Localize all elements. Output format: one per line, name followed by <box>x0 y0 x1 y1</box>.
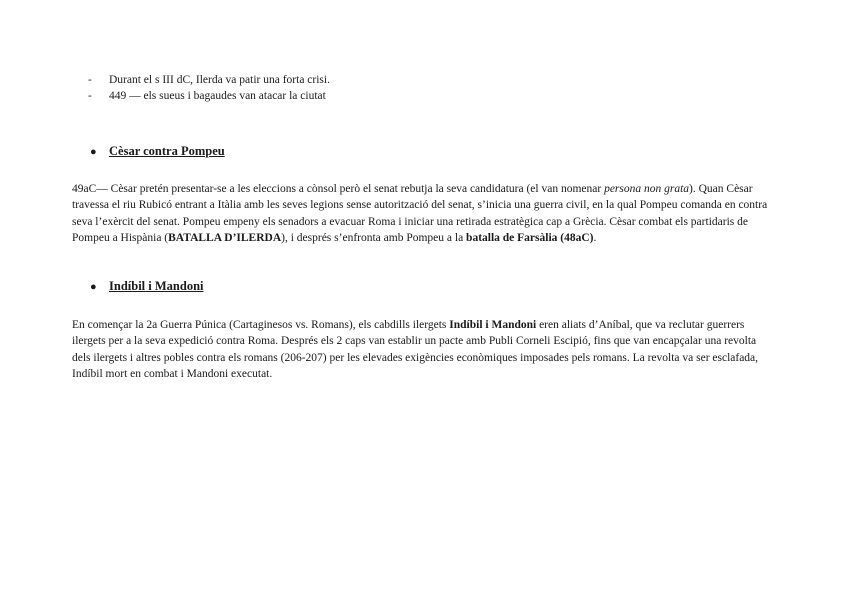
list-item-text: Durant el s III dC, Ilerda va patir una forta crisi. <box>109 74 330 86</box>
paragraph-indibil <box>72 317 772 382</box>
text-run: 49aC— Cèsar pretén presentar-se a les eleccions a cònsol però el senat rebutja la seva candidatura (el van nomenar <box>72 183 605 195</box>
list-dash: - <box>88 74 92 86</box>
text-run: . <box>593 231 597 244</box>
text-run: eren aliats d’Aníbal, que va reclutar guerrers ilergets per a la seva expedició contra Roma. Després els 2 caps van establir un pacte amb Publi Corneli Escipió, fins que van encapçalar una revolta dels ilergets i altres pobles contra els romans (206-207) per les elevades exigències econòmiques imposades pels romans. La revolta va ser esclafada, Indíbil mort en combat i Mandoni executat. <box>72 319 759 380</box>
text-run: ). Quan Cèsar travessa el riu Rubicó entrant a Itàlia amb les seves legions sense autorització del senat, s’inicia una guerra civil, en la qual Pompeu comanda en contra seva l’exèrcit del senat. Pompeu empeny els senadors a evacuar Roma i iniciar una retirada estratègica cap a Grècia. Cèsar combat els partidaris de Pompeu a Hispània ( <box>72 183 768 244</box>
bullet-icon: ● <box>90 281 97 293</box>
heading-cesar-text: Cèsar contra Pompeu <box>109 144 225 158</box>
bold-run: BATALLA D’ILERDA <box>168 231 282 244</box>
bold-run: batalla de Farsàlia (48aC) <box>466 231 594 244</box>
heading-indibil <box>90 278 204 295</box>
text-run: ), i després s’enfronta amb Pompeu a la <box>281 231 467 244</box>
paragraph-cesar <box>72 181 772 246</box>
list-item-text: 449 — els sueus i bagaudes van atacar la ciutat <box>109 90 326 102</box>
dash-list <box>88 72 330 104</box>
heading-cesar <box>90 143 225 160</box>
italic-run: persona non grata <box>604 183 690 195</box>
text-run: En començar la 2a Guerra Púnica (Cartaginesos vs. Romans), els cabdills ilergets <box>72 319 450 331</box>
bold-run: Indíbil i Mandoni <box>449 319 537 331</box>
list-dash: - <box>88 90 92 102</box>
heading-indibil-text: Indíbil i Mandoni <box>109 279 204 293</box>
list-item <box>88 88 330 104</box>
bullet-icon: ● <box>90 146 97 158</box>
list-item <box>88 72 330 88</box>
